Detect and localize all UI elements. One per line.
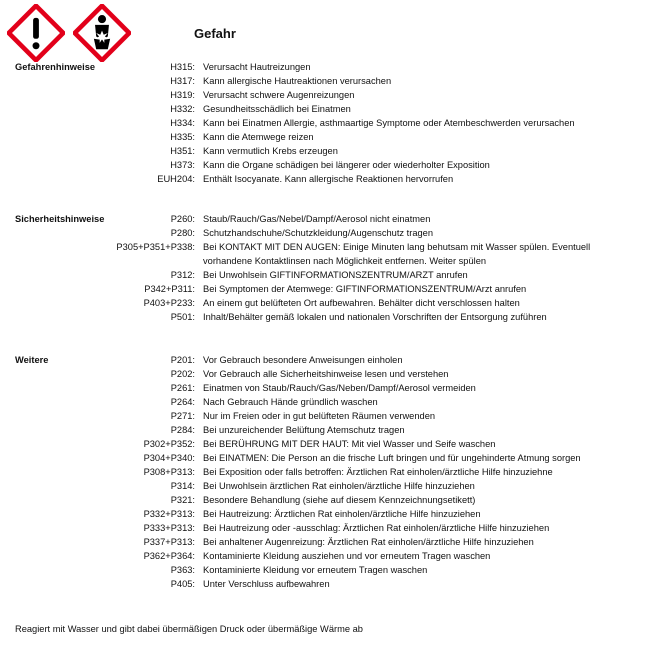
- statement-text: Kann bei Einatmen Allergie, asthmaartige Symptome oder Atembeschwerden verursachen: [203, 118, 575, 128]
- statement-code: P403+P233:: [143, 298, 195, 308]
- statement-code: P321:: [170, 495, 195, 505]
- statement-text: Bei Unwohlsein ärztlichen Rat einholen/ärztliche Hilfe hinzuziehen: [203, 481, 475, 491]
- statement-code: P305+P351+P338:: [116, 242, 195, 252]
- statement-text: Kontaminierte Kleidung ausziehen und vor erneutem Tragen waschen: [203, 551, 491, 561]
- list-item: [15, 172, 633, 186]
- list-item: [15, 226, 633, 240]
- section-weitere: [15, 353, 633, 591]
- statement-code: P308+P313:: [143, 467, 195, 477]
- list-item: [15, 563, 633, 577]
- statement-code: H335:: [170, 132, 195, 142]
- statement-code: P362+P364:: [143, 551, 195, 561]
- list-item: [15, 282, 633, 296]
- list-item: [15, 493, 633, 507]
- statement-text: Kann vermutlich Krebs erzeugen: [203, 146, 338, 156]
- statement-text: An einem gut belüfteten Ort aufbewahren. Behälter dicht verschlossen halten: [203, 298, 520, 308]
- list-item: [15, 549, 633, 563]
- statement-code: P280:: [170, 228, 195, 238]
- statement-code: P304+P340:: [143, 453, 195, 463]
- statement-text: Enthält Isocyanate. Kann allergische Reaktionen hervorrufen: [203, 174, 454, 184]
- signal-word: Gefahr: [194, 26, 236, 41]
- statement-code: P260:: [170, 214, 195, 224]
- statement-text: Kann die Atemwege reizen: [203, 132, 314, 142]
- list-item: [15, 535, 633, 549]
- statement-code: H373:: [170, 160, 195, 170]
- list-item: [15, 310, 633, 324]
- section-heading: Sicherheitshinweise: [15, 214, 105, 224]
- statement-code: P342+P311:: [144, 284, 195, 294]
- statement-code: P271:: [170, 411, 195, 421]
- list-item: [15, 212, 633, 226]
- list-item: [15, 437, 633, 451]
- list-item: [15, 158, 633, 172]
- list-item: [15, 479, 633, 493]
- statement-code: EUH204:: [157, 174, 195, 184]
- list-item: [15, 409, 633, 423]
- statement-text: Einatmen von Staub/Rauch/Gas/Neben/Dampf/Aerosol vermeiden: [203, 383, 476, 393]
- list-item: [15, 296, 633, 310]
- statement-code: H315:: [170, 62, 195, 72]
- statement-text: Unter Verschluss aufbewahren: [203, 579, 330, 589]
- list-item: [15, 116, 633, 130]
- health-hazard-icon: [73, 4, 131, 62]
- statement-text: Bei Hautreizung oder -ausschlag: Ärztlichen Rat einholen/ärztliche Hilfe hinzuziehen: [203, 523, 550, 533]
- statement-code: P302+P352:: [143, 439, 195, 449]
- statement-text: Bei KONTAKT MIT DEN AUGEN: Einige Minuten lang behutsam mit Wasser spülen. Eventuell vorhandene Kontaktlinsen nach Möglichkeit entfernen. Weiter spülen: [203, 242, 591, 266]
- statement-text: Kontaminierte Kleidung vor erneutem Tragen waschen: [203, 565, 428, 575]
- statement-code: P202:: [170, 369, 195, 379]
- statement-code: H351:: [170, 146, 195, 156]
- statement-text: Bei unzureichender Belüftung Atemschutz tragen: [203, 425, 405, 435]
- list-item: [15, 465, 633, 479]
- statement-code: H317:: [170, 76, 195, 86]
- list-item: [15, 88, 633, 102]
- list-item: [15, 102, 633, 116]
- list-item: [15, 130, 633, 144]
- statement-text: Staub/Rauch/Gas/Nebel/Dampf/Aerosol nicht einatmen: [203, 214, 431, 224]
- list-item: [15, 367, 633, 381]
- list-item: [15, 381, 633, 395]
- statement-text: Vor Gebrauch alle Sicherheitshinweise lesen und verstehen: [203, 369, 449, 379]
- statement-text: Bei Hautreizung: Ärztlichen Rat einholen/ärztliche Hilfe hinzuziehen: [203, 509, 481, 519]
- statement-text: Bei anhaltener Augenreizung: Ärztlichen Rat einholen/ärztliche Hilfe hinzuziehen: [203, 537, 534, 547]
- list-item: [15, 423, 633, 437]
- statement-text: Kann allergische Hautreaktionen verursachen: [203, 76, 392, 86]
- statement-code: P201:: [170, 355, 195, 365]
- statement-code: H334:: [170, 118, 195, 128]
- statement-text: Bei Symptomen der Atemwege: GIFTINFORMATIONSZENTRUM/Arzt anrufen: [203, 284, 527, 294]
- list-item: [15, 268, 633, 282]
- statement-code: P314:: [170, 481, 195, 491]
- statement-text: Besondere Behandlung (siehe auf diesem Kennzeichnungsetikett): [203, 495, 476, 505]
- statement-code: H319:: [170, 90, 195, 100]
- statement-text: Verursacht schwere Augenreizungen: [203, 90, 355, 100]
- list-item: [15, 60, 633, 74]
- statement-text: Bei Unwohlsein GIFTINFORMATIONSZENTRUM/ARZT anrufen: [203, 270, 468, 280]
- statement-code: P501:: [170, 312, 195, 322]
- statement-code: H332:: [170, 104, 195, 114]
- statement-code: P284:: [170, 425, 195, 435]
- statement-code: P332+P313:: [143, 509, 195, 519]
- statement-text: Bei Exposition oder falls betroffen: Ärztlichen Rat einholen/ärztliche Hilfe hinzuziehne: [203, 467, 553, 477]
- list-item: [15, 521, 633, 535]
- list-item: [15, 395, 633, 409]
- statement-code: P337+P313:: [143, 537, 195, 547]
- statement-text: Bei BERÜHRUNG MIT DER HAUT: Mit viel Wasser und Seife waschen: [203, 439, 496, 449]
- section-gefahrenhinweise: [15, 60, 633, 186]
- statement-code: P312:: [170, 270, 195, 280]
- hazard-pictograms: [7, 4, 131, 62]
- section-sicherheitshinweise: [15, 212, 633, 324]
- statement-text: Nach Gebrauch Hände gründlich waschen: [203, 397, 378, 407]
- statement-text: Inhalt/Behälter gemäß lokalen und nationalen Vorschriften der Entsorgung zuführen: [203, 312, 547, 322]
- footer-note: Reagiert mit Wasser und gibt dabei übermäßigen Druck oder übermäßige Wärme ab: [15, 624, 363, 634]
- statement-text: Bei EINATMEN: Die Person an die frische Luft bringen und für ungehinderte Atmung sorgen: [203, 453, 581, 463]
- list-item: [15, 451, 633, 465]
- statement-text: Gesundheitsschädlich bei Einatmen: [203, 104, 351, 114]
- statement-code: P333+P313:: [143, 523, 195, 533]
- statement-text: Nur im Freien oder in gut belüfteten Räumen verwenden: [203, 411, 436, 421]
- statement-code: P261:: [170, 383, 195, 393]
- section-heading: Weitere: [15, 355, 49, 365]
- statement-code: P264:: [170, 397, 195, 407]
- statement-code: P405:: [170, 579, 195, 589]
- list-item: [15, 577, 633, 591]
- list-item: [15, 240, 633, 268]
- list-item: [15, 507, 633, 521]
- list-item: [15, 74, 633, 88]
- statement-text: Schutzhandschuhe/Schutzkleidung/Augenschutz tragen: [203, 228, 433, 238]
- exclamation-mark-icon: [7, 4, 65, 62]
- statement-text: Kann die Organe schädigen bei längerer oder wiederholter Exposition: [203, 160, 490, 170]
- statement-code: P363:: [170, 565, 195, 575]
- statement-text: Verursacht Hautreizungen: [203, 62, 311, 72]
- list-item: [15, 353, 633, 367]
- list-item: [15, 144, 633, 158]
- section-heading: Gefahrenhinweise: [15, 62, 96, 72]
- statement-text: Vor Gebrauch besondere Anweisungen einholen: [203, 355, 403, 365]
